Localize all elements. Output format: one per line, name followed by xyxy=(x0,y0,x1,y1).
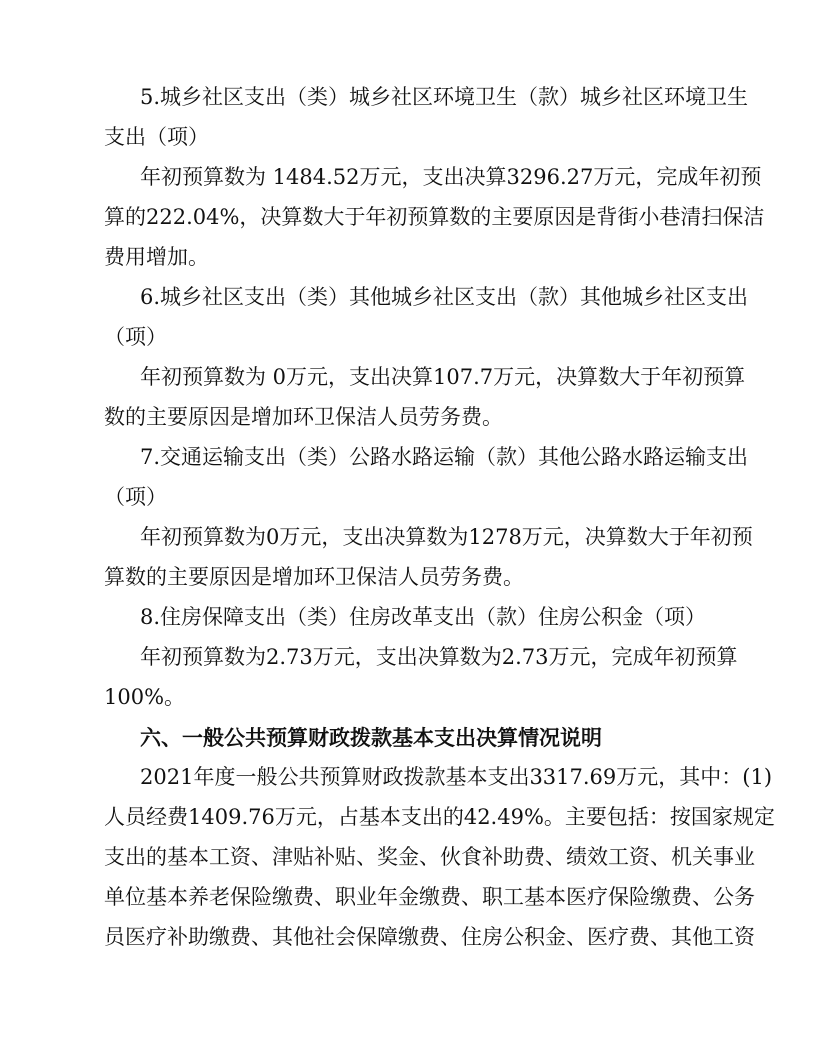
item-8-body-line-2: 100%。 xyxy=(104,685,186,709)
item-8-title-line: 8.住房保障支出（类）住房改革支出（款）住房公积金（项） xyxy=(140,605,707,629)
item-6-title-line-2: （项） xyxy=(104,325,167,349)
item-7-title-line-2: （项） xyxy=(104,485,167,509)
item-5-body-line-3: 费用增加。 xyxy=(104,245,209,269)
section-six-body-line-1: 2021年度一般公共预算财政拨款基本支出3317.69万元，其中：(1) xyxy=(140,765,773,789)
item-5-title-line-2: 支出（项） xyxy=(104,125,209,149)
item-5-body-line-2: 算的222.04%，决算数大于年初预算数的主要原因是背街小巷清扫保洁 xyxy=(104,205,765,229)
section-six-heading: 六、一般公共预算财政拨款基本支出决算情况说明 xyxy=(140,726,602,750)
item-6-body-line-1: 年初预算数为 0万元，支出决算107.7万元，决算数大于年初预算 xyxy=(140,365,746,389)
item-6-body-line-2: 数的主要原因是增加环卫保洁人员劳务费。 xyxy=(104,405,503,429)
item-8-body-line-1: 年初预算数为2.73万元，支出决算数为2.73万元，完成年初预算 xyxy=(140,645,738,669)
item-7-body-line-2: 算数的主要原因是增加环卫保洁人员劳务费。 xyxy=(104,565,524,589)
section-six-body-line-4: 单位基本养老保险缴费、职业年金缴费、职工基本医疗保险缴费、公务 xyxy=(104,885,755,909)
item-7-title-line-1: 7.交通运输支出（类）公路水路运输（款）其他公路水路运输支出 xyxy=(140,445,749,469)
section-six-body-line-5: 员医疗补助缴费、其他社会保障缴费、住房公积金、医疗费、其他工资 xyxy=(104,925,755,949)
item-7-body-line-1: 年初预算数为0万元，支出决算数为1278万元，决算数大于年初预 xyxy=(140,525,753,549)
section-six-body-line-3: 支出的基本工资、津贴补贴、奖金、伙食补助费、绩效工资、机关事业 xyxy=(104,845,755,869)
item-6-title-line-1: 6.城乡社区支出（类）其他城乡社区支出（款）其他城乡社区支出 xyxy=(140,285,749,309)
item-5-title-line-1: 5.城乡社区支出（类）城乡社区环境卫生（款）城乡社区环境卫生 xyxy=(140,85,749,109)
item-5-body-line-1: 年初预算数为 1484.52万元，支出决算3296.27万元，完成年初预 xyxy=(140,165,762,189)
section-six-body-line-2: 人员经费1409.76万元，占基本支出的42.49%。主要包括：按国家规定 xyxy=(104,805,775,829)
